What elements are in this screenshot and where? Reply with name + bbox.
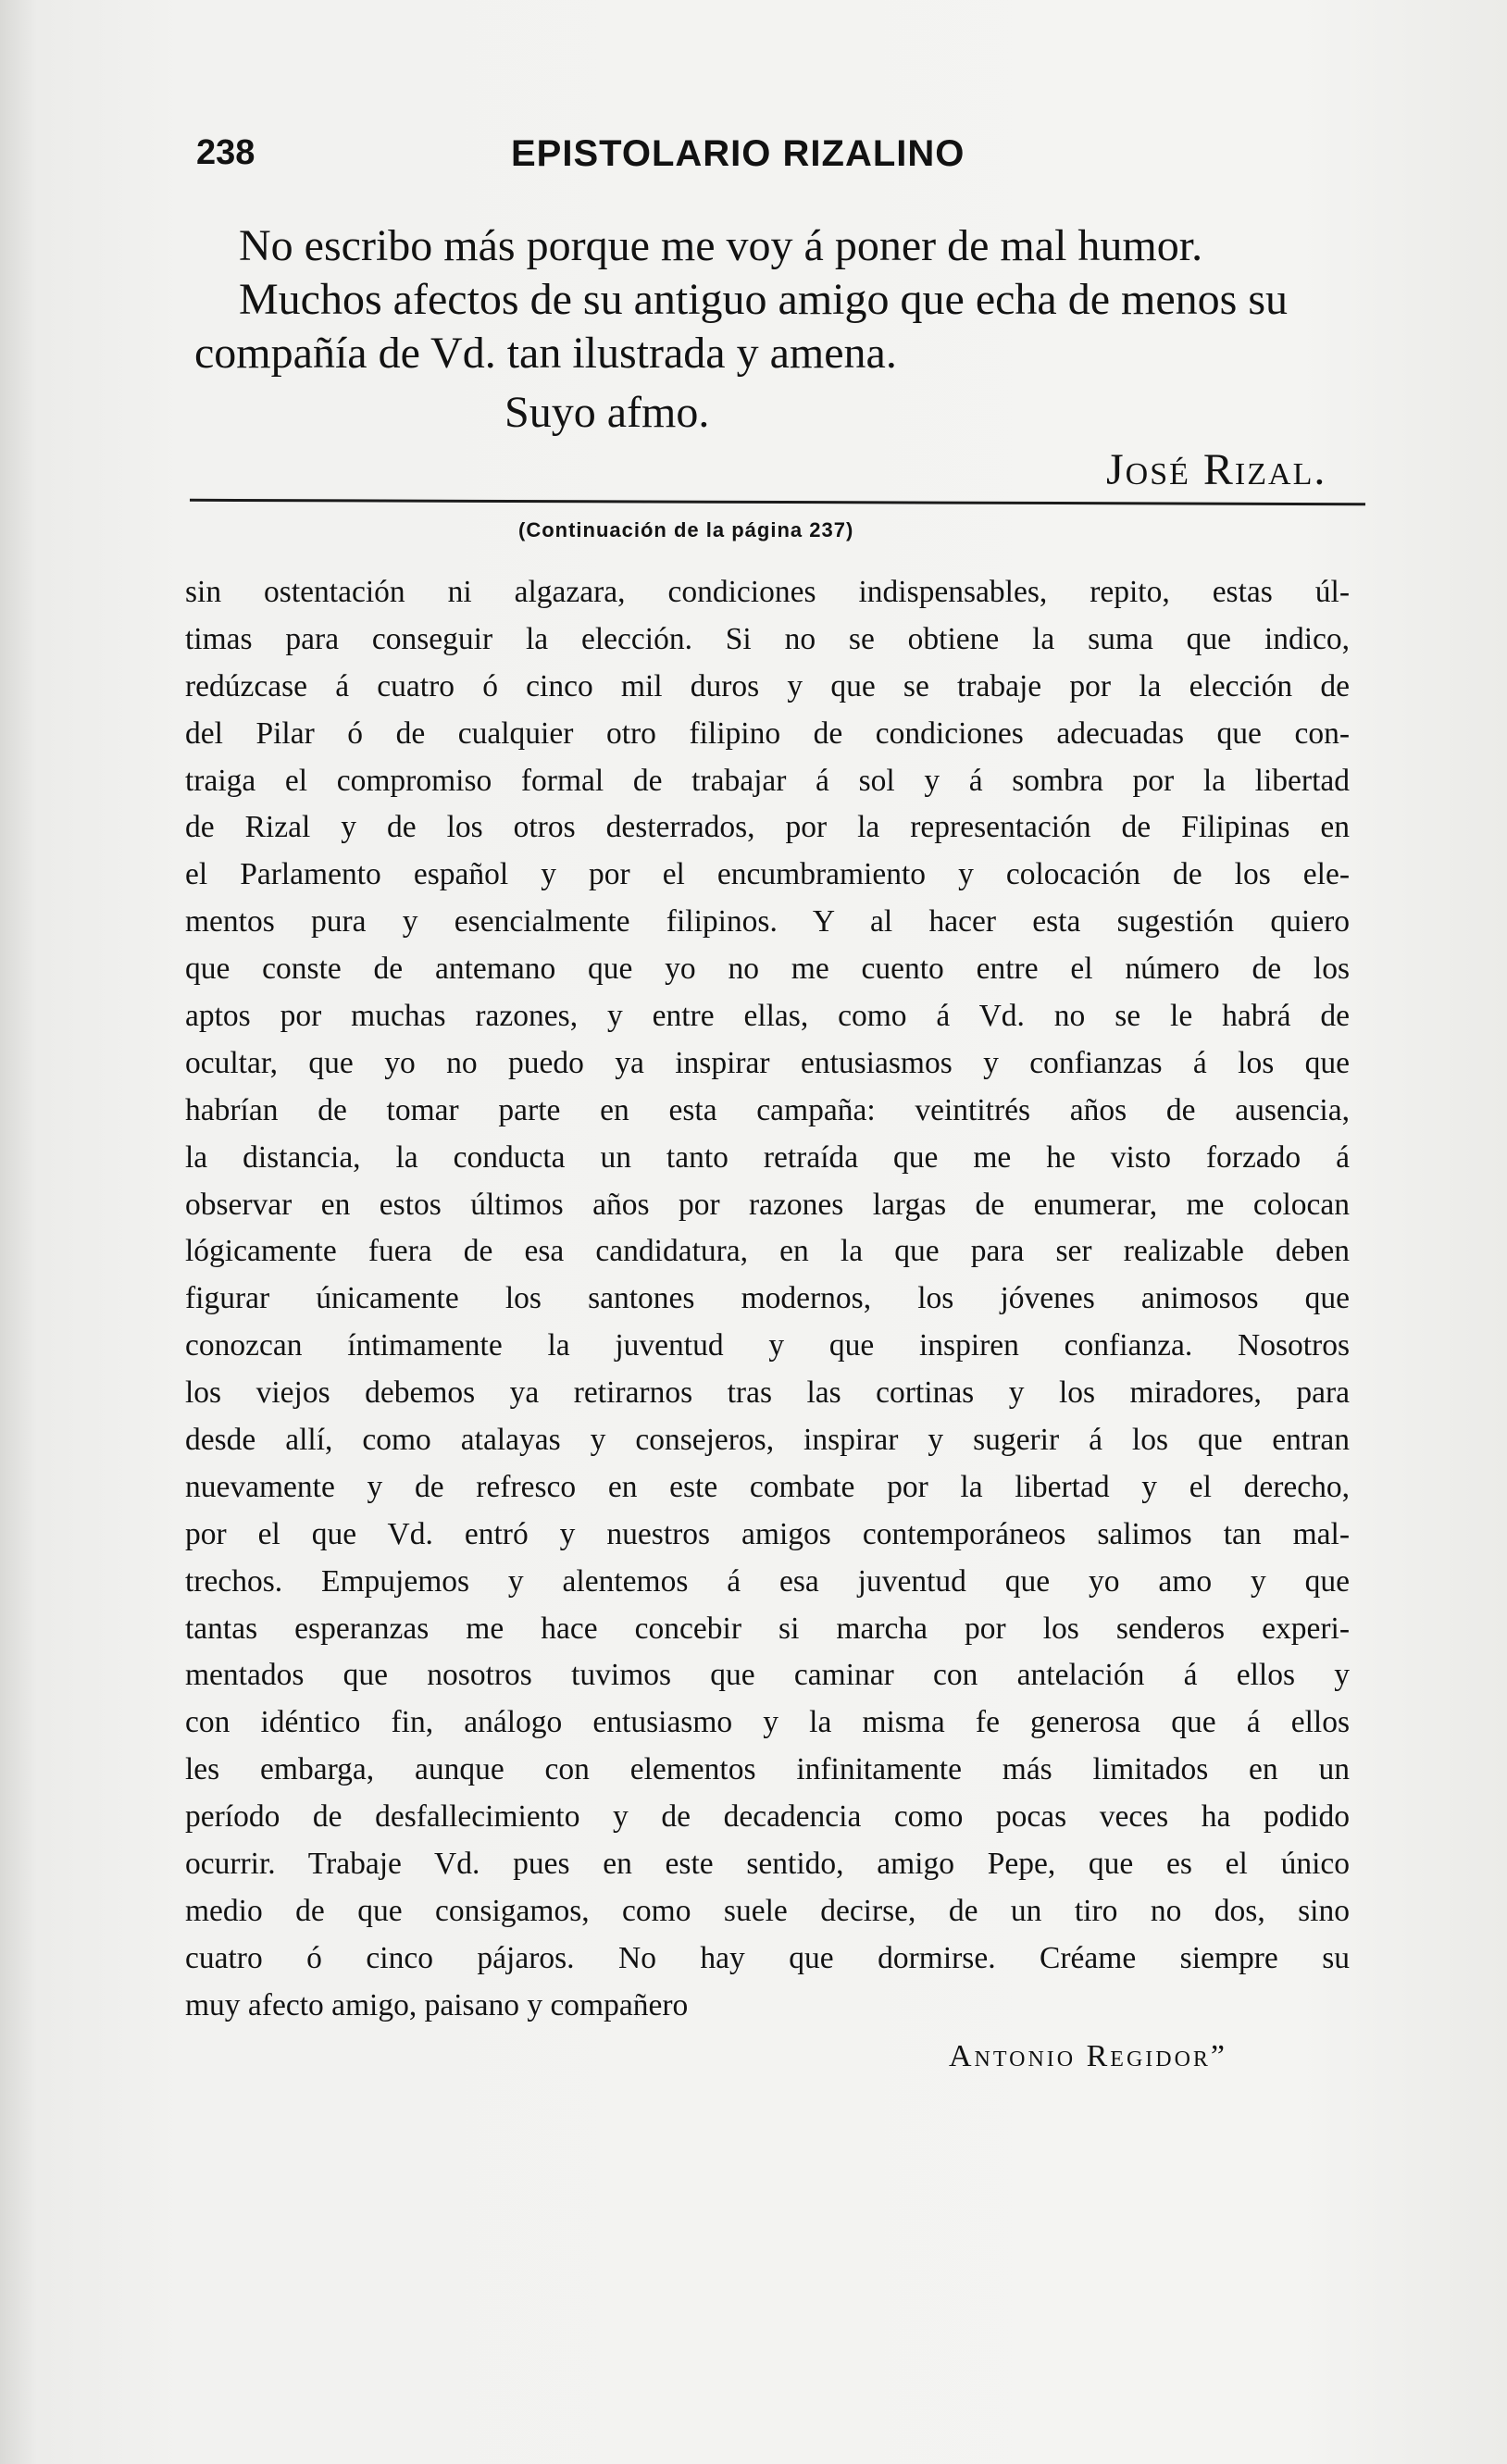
text-line: desde allí, como atalayas y consejeros, inspirar y sugerir á los que entran — [185, 1423, 1350, 1458]
letter-line: compañía de Vd. tan ilustrada y amena. — [194, 329, 897, 378]
text-line: con idéntico fin, análogo entusiasmo y la misma fe generosa que á ellos — [185, 1705, 1350, 1740]
text-line: mentos pura y esencialmente filipinos. Y al hacer esta sugestión quiero — [185, 904, 1350, 940]
text-line: mentados que nosotros tuvimos que caminar con antelación á ellos y — [185, 1658, 1350, 1693]
text-line: sin ostentación ni algazara, condiciones indispensables, repito, estas úl- — [185, 575, 1350, 609]
text-line: del Pilar ó de cualquier otro filipino de condiciones adecuadas que con- — [185, 716, 1350, 751]
text-line: observar en estos últimos años por razones largas de enumerar, me colocan — [185, 1187, 1350, 1222]
letter-line: Muchos afectos de su antiguo amigo que echa de menos su — [239, 275, 1289, 324]
signature-antonio-regidor: Antonio Regidor” — [949, 2039, 1228, 2073]
text-line: traiga el compromiso formal de trabajar á sol y á sombra por la libertad — [185, 763, 1350, 798]
signature-jose-rizal: José Rizal. — [1106, 445, 1327, 494]
text-line: nuevamente y de refresco en este combate por la libertad y el derecho, — [185, 1469, 1350, 1504]
text-line: que conste de antemano que yo no me cuento entre el número de los — [185, 952, 1350, 987]
text-line: el Parlamento español y por el encumbramiento y colocación de los ele- — [185, 857, 1350, 892]
footnote-body — [185, 569, 1350, 2030]
text-line: timas para conseguir la elección. Si no se obtiene la suma que indico, — [185, 621, 1350, 656]
text-line: cuatro ó cinco pájaros. No hay que dormirse. Créame siempre su — [185, 1940, 1350, 1975]
text-line: aptos por muchas razones, y entre ellas, como á Vd. no se le habrá de — [185, 999, 1350, 1034]
text-line: trechos. Empujemos y alentemos á esa juventud que yo amo y que — [185, 1563, 1350, 1599]
text-line: lógicamente fuera de esa candidatura, en la que para ser realizable deben — [185, 1234, 1350, 1269]
text-line: ocultar, que yo no puedo ya inspirar entusiasmos y confianzas á los que — [185, 1045, 1350, 1080]
footnote-divider — [190, 499, 1365, 505]
text-line: período de desfallecimiento y de decadencia como pocas veces ha podido — [185, 1799, 1350, 1835]
text-line: figurar únicamente los santones modernos, los jóvenes animosos que — [185, 1281, 1350, 1316]
continuation-note: (Continuación de la página 237) — [518, 518, 854, 541]
text-line: la distancia, la conducta un tanto retraída que me he visto forzado á — [185, 1139, 1350, 1175]
page-number: 238 — [196, 133, 255, 172]
text-line: habrían de tomar parte en esta campaña: veintitrés años de ausencia, — [185, 1092, 1350, 1127]
text-line: de Rizal y de los otros desterrados, por la representación de Filipinas en — [185, 810, 1350, 845]
text-line: muy afecto amigo, paisano y compañero — [185, 1987, 689, 2022]
page-header — [196, 133, 1400, 189]
text-line: medio de que consigamos, como suele decirse, de un tiro no dos, sino — [185, 1893, 1350, 1928]
text-line: redúzcase á cuatro ó cinco mil duros y que se trabaje por la elección de — [185, 668, 1350, 703]
text-line: los viejos debemos ya retirarnos tras las cortinas y los miradores, para — [185, 1375, 1350, 1411]
text-line: conozcan íntimamente la juventud y que inspiren confianza. Nosotros — [185, 1328, 1350, 1363]
letter-line: No escribo más porque me voy á poner de mal humor. — [239, 221, 1203, 270]
text-line: tantas esperanzas me hace concebir si marcha por los senderos experi- — [185, 1611, 1350, 1646]
letter-valediction: Suyo afmo. — [504, 388, 710, 437]
text-line: les embarga, aunque con elementos infinitamente más limitados en un — [185, 1752, 1350, 1787]
text-line: ocurrir. Trabaje Vd. pues en este sentido, amigo Pepe, que es el único — [185, 1847, 1350, 1882]
text-line: por el que Vd. entró y nuestros amigos contemporáneos salimos tan mal- — [185, 1516, 1350, 1551]
running-title: EPISTOLARIO RIZALINO — [511, 133, 965, 174]
